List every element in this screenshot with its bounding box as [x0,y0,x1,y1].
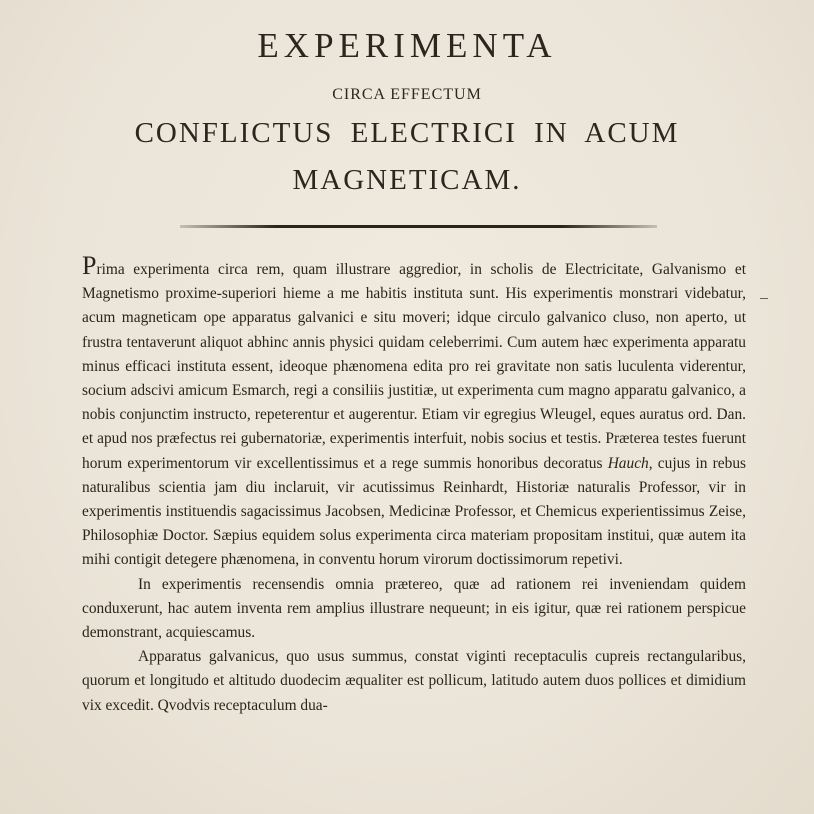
title-line-3: MAGNETICAM. [292,164,522,196]
italic-name-hauch: Hauch [607,454,649,472]
margin-mark [760,298,768,299]
paragraph-2: In experimentis recensendis omnia prætereo, quæ ad rationem rei inveniendam quidem conduxerunt, hac autem inventa rem amplius illustrare nequeunt; in eis igitur, quæ rei rationem perspicue demonstrant, acquiescamus. [82,575,746,642]
paragraph-1 [82,251,747,573]
title-line-2: CONFLICTUS ELECTRICI IN ACUM [134,117,680,149]
body-text [82,251,747,718]
paragraph-3: Apparatus galvanicus, quo usus summus, constat viginti receptaculis cupreis rectangularibus, quorum et longitudo et altitudo duodecim æqualiter est pollicum, latitudo autem duos pollices et dimidium vix excedit. Qvodvis receptaculum dua- [82,648,746,714]
title-divider-rule [180,225,657,228]
paragraph-1-text-a: rima experimenta circa rem, quam illustrare aggredior, in scholis de Electricitate, Galvanismo et Magnetismo proxime-superiori hieme a me habitis instituta sunt. His experimentis monstrari videbatur, acum magneticam ope apparatus galvanici e situ moveri; idque circulo galvanico cluso, non aperto, ut frustra tentaverunt aliquot abhinc annis physici quidam celeberrimi. Cum autem hæc experimenta apparatu minus efficaci instituta essent, ideoque phænomena edita pro rei gravitate non satis luculenta viderentur, socium adscivi amicum Esmarch, regi a consiliis justitiæ, ut experimenta cum magno apparatu galvanico, a nobis conjunctim instructo, repeterentur et augerentur. Etiam vir egregius Wleugel, eques auratus ord. Dan. et apud nos præfectus rei gubernatoriæ, experimentis interfuit, nobis socius et testis. Præterea testes fuerunt horum experimentorum vir excellentissimus et a rege summis honoribus decoratus [82,261,746,472]
drop-cap: P [82,251,97,280]
paragraph-1-text-b: , cujus in rebus naturalibus scientia jam diu inclaruit, vir acutissimus Reinhardt, Historiæ naturalis Professor, vir in experimentis instituendis sagacissimus Jacobsen, Medicinæ Professor, et Chemicus experientissimus Zeise, Philosophiæ Doctor. Sæpius equidem solus experimenta circa materiam propositam institui, quæ autem ita mihi contigit detegere phænomena, in conventu horum virorum doctissimorum repetivi. [82,454,747,569]
title-subtitle: CIRCA EFFECTUM [332,86,482,103]
title-main: EXPERIMENTA [257,26,557,65]
